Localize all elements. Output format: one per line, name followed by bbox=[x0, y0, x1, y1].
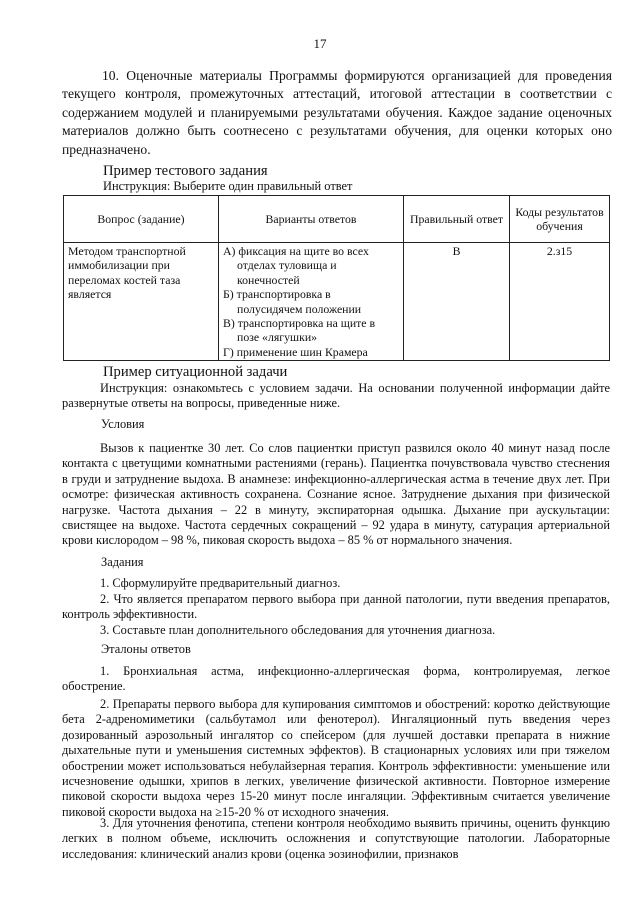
answers-label: Эталоны ответов bbox=[101, 642, 191, 656]
header-codes: Коды результатов обучения bbox=[510, 196, 610, 243]
answer-2: 2. Препараты первого выбора для купирования симптомов и обострений: коротко действующие бета 2-адреномиметики (сальбутамол или фенотерол). Ингаляционный путь введения через дозированный аэрозольный ингалятор со спейсером (для лучшей доставки препарата в нижние дыхательные пути и уменьшения системных эффектов). В стационарных условиях или при тяжелом обострении может использоваться небулайзерная терапия. Контроль эффективности: уменьшение или исчезновение одышки, хрипов в легких, увеличение физической активности. Повторное измерение пиковой скорости выдоха через 15-20 минут после ингаляции. Эффективным считается увеличение пиковой скорости выдоха на ≥15-20 % от исходного значения. bbox=[62, 697, 610, 819]
table-row bbox=[64, 243, 610, 361]
answer-cell: В bbox=[404, 243, 510, 361]
header-options: Варианты ответов bbox=[219, 196, 404, 243]
task-2: 2. Что является препаратом первого выбора при данной патологии, пути введения препаратов, контроль эффективности. bbox=[62, 592, 610, 622]
table-header-row bbox=[64, 196, 610, 243]
test-table bbox=[63, 195, 610, 361]
task-1: 1. Сформулируйте предварительный диагноз. bbox=[100, 576, 341, 590]
header-answer: Правильный ответ bbox=[404, 196, 510, 243]
option-b: Б) транспортировка в полусидячем положении bbox=[223, 287, 362, 316]
test-example-heading: Пример тестового задания bbox=[103, 163, 268, 179]
task-3: 3. Составьте план дополнительного обследования для уточнения диагноза. bbox=[100, 623, 496, 637]
options-cell bbox=[219, 243, 404, 361]
answer-1: 1. Бронхиальная астма, инфекционно-аллергическая форма, контролируемая, легкое обострение. bbox=[62, 664, 610, 694]
situational-instruction: Инструкция: ознакомьтесь с условием задачи. На основании полученной информации дайте развернутые ответы на вопросы, приведенные ниже. bbox=[62, 381, 610, 411]
section-intro-text: 10. Оценочные материалы Программы формируются организацией для проведения текущего контроля, промежуточных аттестаций, итоговой аттестации в соответствии с содержанием модулей и планируемыми результатами обучения. Каждое задание оценочных материалов должно быть соотнесено с результатами обучения, для оценки которых оно предназначено. bbox=[62, 68, 612, 157]
header-question: Вопрос (задание) bbox=[64, 196, 219, 243]
conditions-label: Условия bbox=[101, 417, 145, 431]
option-d: Г) применение шин Крамера bbox=[223, 344, 368, 359]
situational-heading: Пример ситуационной задачи bbox=[103, 364, 288, 380]
answer-3: 3. Для уточнения фенотипа, степени контроля необходимо выявить причины, оценить функцию легких в полном объеме, исключить осложнения и сопутствующие патологии. Лабораторные исследования: клинический анализ крови (оценка эозинофилии, признаков bbox=[62, 816, 610, 861]
conditions-text: Вызов к пациентке 30 лет. Со слов пациентки приступ развился около 40 минут назад после контакта с цветущими комнатными растениями (герань). Пациентка почувствовала чувство стеснения в груди и затруднение выдоха. В анамнезе: инфекционно-аллергическая астма в течение двух лет. При осмотре: физическая активность сохранена. Сознание ясное. Затруднение дыхания при физической нагрузке. Частота дыхания – 22 в минуту, экспираторная одышка. Дыхание при аускультации: свистящее на выдохе. Частота сердечных сокращений – 92 удара в минуту, сатурация артериальной крови кислородом – 98 %, пиковая скорость выдоха – 85 % от нормального значения. bbox=[62, 441, 610, 548]
question-cell: Методом транспортной иммобилизации при переломах костей таза является bbox=[64, 243, 219, 361]
option-a: А) фиксация на щите во всех отделах туловища и конечностей bbox=[223, 244, 369, 287]
section-intro bbox=[62, 67, 612, 159]
test-instruction: Инструкция: Выберите один правильный ответ bbox=[103, 179, 353, 193]
page-number: 17 bbox=[313, 36, 327, 51]
tasks-label: Задания bbox=[101, 555, 144, 569]
option-c: В) транспортировка на щите в позе «лягушки» bbox=[223, 316, 376, 345]
code-cell: 2.з15 bbox=[510, 243, 610, 361]
